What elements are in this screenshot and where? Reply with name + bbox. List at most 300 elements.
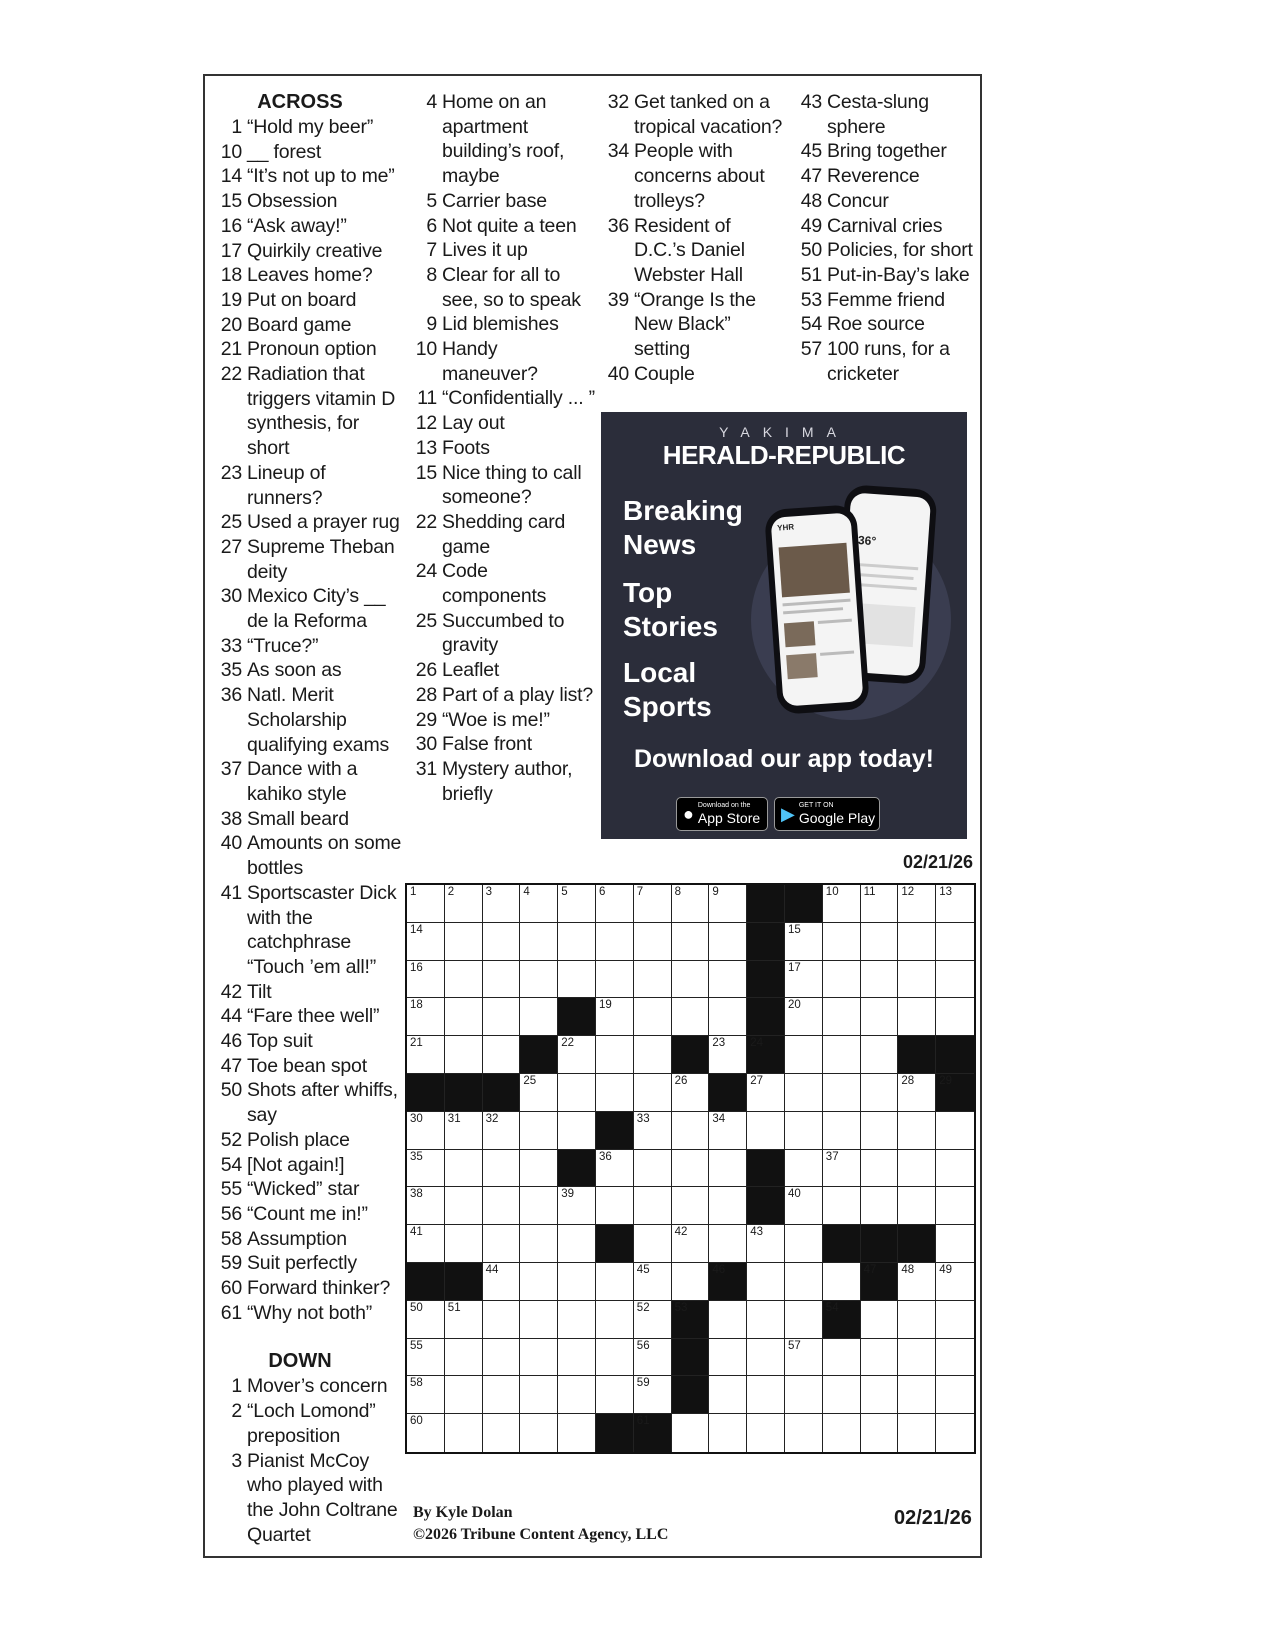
clue-text: “Ask away!” — [247, 214, 347, 237]
grid-cell[interactable] — [483, 1112, 521, 1150]
grid-cell[interactable] — [785, 923, 823, 961]
grid-cell[interactable] — [407, 1414, 445, 1452]
grid-cell[interactable] — [709, 1414, 747, 1452]
grid-cell[interactable] — [558, 1074, 596, 1112]
grid-cell[interactable] — [596, 1339, 634, 1377]
grid-cell[interactable] — [709, 1376, 747, 1414]
grid-cell[interactable] — [558, 885, 596, 923]
down-clue-24[interactable] — [410, 559, 595, 608]
grid-cell[interactable] — [596, 1074, 634, 1112]
grid-cell[interactable] — [785, 1112, 823, 1150]
grid-cell[interactable] — [898, 923, 936, 961]
grid-cell[interactable] — [747, 1263, 785, 1301]
grid-cell[interactable] — [520, 1376, 558, 1414]
black-square — [747, 1036, 785, 1074]
down-clue-2[interactable] — [215, 1399, 405, 1448]
grid-cell[interactable] — [596, 961, 634, 999]
grid-cell[interactable] — [558, 1301, 596, 1339]
down-clue-43[interactable] — [795, 90, 975, 139]
grid-cell[interactable] — [520, 1225, 558, 1263]
across-clue-1[interactable] — [215, 115, 405, 140]
across-clue-14[interactable] — [215, 164, 405, 189]
grid-cell[interactable] — [861, 1036, 899, 1074]
down-clue-28[interactable] — [410, 683, 595, 708]
grid-cell[interactable] — [823, 1187, 861, 1225]
grid-cell[interactable] — [672, 1225, 710, 1263]
grid-cell[interactable] — [445, 1376, 483, 1414]
grid-cell[interactable] — [823, 1376, 861, 1414]
down-clue-47[interactable] — [795, 164, 975, 189]
grid-cell[interactable] — [823, 998, 861, 1036]
grid-cell[interactable] — [785, 1150, 823, 1188]
down-clue-7[interactable] — [410, 238, 595, 263]
grid-cell[interactable] — [936, 1112, 974, 1150]
grid-cell[interactable] — [823, 1036, 861, 1074]
grid-cell[interactable] — [445, 998, 483, 1036]
grid-cell[interactable] — [672, 1074, 710, 1112]
grid-cell[interactable] — [407, 885, 445, 923]
grid-cell[interactable] — [558, 923, 596, 961]
across-clue-44[interactable] — [215, 1004, 405, 1029]
clue-text: People with concerns about trolleys? — [634, 140, 765, 212]
down-clue-15[interactable] — [410, 461, 595, 510]
across-clue-33[interactable] — [215, 634, 405, 659]
grid-cell[interactable] — [672, 1414, 710, 1452]
grid-cell[interactable] — [672, 961, 710, 999]
grid-cell[interactable] — [445, 1036, 483, 1074]
down-clue-34[interactable] — [602, 139, 787, 213]
grid-cell[interactable] — [596, 885, 634, 923]
grid-cell[interactable] — [520, 1263, 558, 1301]
grid-cell[interactable] — [445, 923, 483, 961]
grid-cell[interactable] — [558, 1414, 596, 1452]
across-clue-59[interactable] — [215, 1251, 405, 1276]
grid-cell[interactable] — [936, 1263, 974, 1301]
down-clue-1[interactable] — [215, 1374, 405, 1399]
grid-cell[interactable] — [483, 1150, 521, 1188]
grid-cell[interactable] — [445, 1112, 483, 1150]
cell-number: 17 — [788, 961, 801, 974]
grid-cell[interactable] — [558, 1263, 596, 1301]
grid-cell[interactable] — [596, 1376, 634, 1414]
grid-cell[interactable] — [709, 923, 747, 961]
grid-cell[interactable] — [445, 1150, 483, 1188]
grid-cell[interactable] — [823, 961, 861, 999]
black-square — [861, 1263, 899, 1301]
grid-cell[interactable] — [596, 1263, 634, 1301]
down-clue-36[interactable] — [602, 214, 787, 288]
grid-cell[interactable] — [861, 998, 899, 1036]
cell-number: 41 — [410, 1226, 423, 1239]
grid-cell[interactable] — [634, 998, 672, 1036]
grid-cell[interactable] — [483, 1225, 521, 1263]
grid-cell[interactable] — [861, 1150, 899, 1188]
grid-cell[interactable] — [785, 1187, 823, 1225]
grid-cell[interactable] — [709, 1036, 747, 1074]
across-clue-20[interactable] — [215, 313, 405, 338]
across-clue-55[interactable] — [215, 1177, 405, 1202]
grid-cell[interactable] — [520, 923, 558, 961]
app-store-button[interactable]: ● Download on the App Store — [676, 797, 768, 831]
grid-cell[interactable] — [520, 1339, 558, 1377]
down-clue-3[interactable] — [215, 1449, 405, 1548]
grid-cell[interactable] — [483, 1301, 521, 1339]
grid-cell[interactable] — [445, 1414, 483, 1452]
across-clue-35[interactable] — [215, 658, 405, 683]
clue-text: Part of a play list? — [442, 683, 593, 706]
grid-cell[interactable] — [672, 1263, 710, 1301]
grid-cell[interactable] — [936, 961, 974, 999]
grid-cell[interactable] — [936, 998, 974, 1036]
across-clue-37[interactable] — [215, 757, 405, 806]
grid-cell[interactable] — [861, 923, 899, 961]
across-clue-56[interactable] — [215, 1202, 405, 1227]
grid-cell[interactable] — [709, 1225, 747, 1263]
grid-cell[interactable] — [747, 1414, 785, 1452]
down-clue-40[interactable] — [602, 362, 787, 387]
down-clue-54[interactable] — [795, 312, 975, 337]
grid-cell[interactable] — [785, 1036, 823, 1074]
clue-number: 34 — [607, 140, 629, 163]
down-heading: DOWN — [268, 1350, 332, 1373]
across-clue-23[interactable] — [215, 461, 405, 510]
grid-cell[interactable] — [483, 1414, 521, 1452]
grid-cell[interactable] — [445, 961, 483, 999]
grid-cell[interactable] — [672, 1112, 710, 1150]
grid-cell[interactable] — [747, 1074, 785, 1112]
grid-cell[interactable] — [936, 1301, 974, 1339]
grid-cell[interactable] — [634, 1225, 672, 1263]
grid-cell[interactable] — [634, 923, 672, 961]
grid-cell[interactable] — [407, 1036, 445, 1074]
across-clue-50[interactable] — [215, 1078, 405, 1127]
grid-cell[interactable] — [785, 1263, 823, 1301]
grid-cell[interactable] — [785, 1414, 823, 1452]
grid-cell[interactable] — [861, 1414, 899, 1452]
grid-cell[interactable] — [634, 1376, 672, 1414]
grid-cell[interactable] — [407, 923, 445, 961]
grid-cell[interactable] — [709, 1339, 747, 1377]
grid-cell[interactable] — [936, 1339, 974, 1377]
grid-cell[interactable] — [936, 1150, 974, 1188]
grid-cell[interactable] — [634, 1150, 672, 1188]
down-clue-31[interactable] — [410, 757, 595, 806]
grid-cell[interactable] — [785, 1301, 823, 1339]
across-clue-40[interactable] — [215, 831, 405, 880]
grid-cell[interactable] — [558, 1339, 596, 1377]
clue-number: 35 — [220, 659, 242, 682]
down-clue-9[interactable] — [410, 312, 595, 337]
cell-number: 23 — [712, 1037, 726, 1050]
grid-cell[interactable] — [861, 1301, 899, 1339]
across-clue-22[interactable] — [215, 362, 405, 461]
crossword-grid[interactable] — [405, 883, 976, 1454]
down-clue-10[interactable] — [410, 337, 595, 386]
grid-cell[interactable] — [861, 1376, 899, 1414]
grid-cell[interactable] — [558, 1225, 596, 1263]
across-clue-17[interactable] — [215, 239, 405, 264]
down-clue-51[interactable] — [795, 263, 975, 288]
grid-cell[interactable] — [483, 1339, 521, 1377]
grid-cell[interactable] — [898, 998, 936, 1036]
clue-text: Pianist McCoy who played with the John Coltrane Quartet — [247, 1449, 398, 1546]
down-clue-50[interactable] — [795, 238, 975, 263]
across-clue-21[interactable] — [215, 337, 405, 362]
grid-cell[interactable] — [785, 1376, 823, 1414]
grid-cell[interactable] — [558, 1187, 596, 1225]
clue-number: 55 — [220, 1178, 242, 1201]
grid-cell[interactable] — [407, 961, 445, 999]
grid-cell[interactable] — [520, 885, 558, 923]
grid-cell[interactable] — [785, 1339, 823, 1377]
grid-cell[interactable] — [898, 1339, 936, 1377]
across-clue-54[interactable] — [215, 1153, 405, 1178]
grid-cell[interactable] — [747, 1376, 785, 1414]
grid-cell[interactable] — [898, 1074, 936, 1112]
grid-cell[interactable] — [520, 1301, 558, 1339]
grid-cell[interactable] — [747, 1301, 785, 1339]
grid-cell[interactable] — [483, 998, 521, 1036]
grid-cell[interactable] — [596, 1150, 634, 1188]
grid-cell[interactable] — [898, 1112, 936, 1150]
cell-number: 1 — [410, 886, 417, 898]
grid-cell[interactable] — [785, 1225, 823, 1263]
grid-cell[interactable] — [483, 1263, 521, 1301]
grid-cell[interactable] — [861, 1187, 899, 1225]
grid-cell[interactable] — [407, 998, 445, 1036]
grid-cell[interactable] — [747, 1112, 785, 1150]
clue-number: 40 — [220, 832, 242, 855]
grid-cell[interactable] — [483, 885, 521, 923]
cell-number: 49 — [939, 1264, 952, 1276]
clue-number: 23 — [220, 461, 242, 484]
grid-cell[interactable] — [558, 961, 596, 999]
grid-cell[interactable] — [823, 1263, 861, 1301]
grid-cell[interactable] — [596, 998, 634, 1036]
across-clue-41[interactable] — [215, 881, 405, 980]
grid-cell[interactable] — [596, 1036, 634, 1074]
ad-feature-top: Top Stories — [623, 577, 718, 642]
cell-number: 16 — [410, 961, 423, 974]
cell-number: 24 — [750, 1037, 763, 1050]
grid-cell[interactable] — [407, 1339, 445, 1377]
grid-cell[interactable] — [785, 998, 823, 1036]
grid-cell[interactable] — [672, 998, 710, 1036]
across-clue-61[interactable] — [215, 1301, 405, 1326]
grid-cell[interactable] — [483, 1187, 521, 1225]
black-square — [747, 1187, 785, 1225]
across-clue-60[interactable] — [215, 1276, 405, 1301]
grid-cell[interactable] — [520, 1112, 558, 1150]
across-clue-18[interactable] — [215, 263, 405, 288]
grid-cell[interactable] — [747, 1225, 785, 1263]
grid-cell[interactable] — [672, 923, 710, 961]
grid-cell[interactable] — [898, 1301, 936, 1339]
grid-cell[interactable] — [861, 1074, 899, 1112]
down-clue-53[interactable] — [795, 288, 975, 313]
grid-cell[interactable] — [520, 1150, 558, 1188]
grid-cell[interactable] — [596, 1187, 634, 1225]
grid-cell[interactable] — [823, 1150, 861, 1188]
down-clue-49[interactable] — [795, 214, 975, 239]
grid-cell[interactable] — [936, 1376, 974, 1414]
grid-cell[interactable] — [823, 1074, 861, 1112]
grid-cell[interactable] — [634, 1301, 672, 1339]
grid-cell[interactable] — [634, 961, 672, 999]
grid-cell[interactable] — [407, 1376, 445, 1414]
down-clue-30[interactable] — [410, 732, 595, 757]
down-clue-45[interactable] — [795, 139, 975, 164]
grid-cell[interactable] — [520, 998, 558, 1036]
clue-number: 21 — [220, 338, 242, 361]
grid-cell[interactable] — [445, 1187, 483, 1225]
grid-cell[interactable] — [823, 1414, 861, 1452]
clue-text: Leaves home? — [247, 264, 373, 287]
down-clue-57[interactable] — [795, 337, 975, 386]
down-clue-29[interactable] — [410, 708, 595, 733]
down-clue-4[interactable] — [410, 90, 595, 189]
grid-cell[interactable] — [634, 1112, 672, 1150]
grid-cell[interactable] — [898, 885, 936, 923]
grid-cell[interactable] — [445, 1225, 483, 1263]
grid-cell[interactable] — [785, 1074, 823, 1112]
grid-cell[interactable] — [747, 1339, 785, 1377]
grid-cell[interactable] — [407, 1225, 445, 1263]
grid-cell[interactable] — [861, 961, 899, 999]
grid-cell[interactable] — [483, 923, 521, 961]
grid-cell[interactable] — [558, 1036, 596, 1074]
down-clue-48[interactable] — [795, 189, 975, 214]
grid-cell[interactable] — [445, 885, 483, 923]
grid-cell[interactable] — [634, 1263, 672, 1301]
clue-text: __ forest — [247, 140, 322, 163]
grid-cell[interactable] — [445, 1339, 483, 1377]
grid-cell[interactable] — [558, 1376, 596, 1414]
clue-number: 28 — [415, 683, 437, 706]
grid-cell[interactable] — [898, 1150, 936, 1188]
grid-cell[interactable] — [407, 1187, 445, 1225]
grid-cell[interactable] — [936, 1187, 974, 1225]
grid-cell[interactable] — [709, 885, 747, 923]
grid-cell[interactable] — [709, 961, 747, 999]
grid-cell[interactable] — [596, 923, 634, 961]
grid-cell[interactable] — [634, 885, 672, 923]
across-clue-16[interactable] — [215, 214, 405, 239]
grid-cell[interactable] — [823, 885, 861, 923]
down-clue-6[interactable] — [410, 214, 595, 239]
across-clue-30[interactable] — [215, 584, 405, 633]
grid-cell[interactable] — [861, 1112, 899, 1150]
grid-cell[interactable] — [823, 923, 861, 961]
grid-cell[interactable] — [936, 1414, 974, 1452]
down-clue-5[interactable] — [410, 189, 595, 214]
grid-cell[interactable] — [672, 885, 710, 923]
grid-cell[interactable] — [861, 1339, 899, 1377]
grid-cell[interactable] — [407, 1301, 445, 1339]
down-clue-12[interactable] — [410, 411, 595, 436]
grid-cell[interactable] — [861, 885, 899, 923]
grid-cell[interactable] — [898, 1376, 936, 1414]
clue-text: Small beard — [247, 807, 349, 830]
clue-text: Not quite a teen — [442, 214, 577, 237]
grid-cell[interactable] — [596, 1301, 634, 1339]
clue-number: 40 — [607, 362, 629, 385]
grid-cell[interactable] — [898, 1263, 936, 1301]
clue-number: 47 — [800, 165, 822, 188]
grid-cell[interactable] — [483, 961, 521, 999]
down-clue-32[interactable] — [602, 90, 787, 139]
across-clue-46[interactable] — [215, 1029, 405, 1054]
across-clue-58[interactable] — [215, 1227, 405, 1252]
grid-cell[interactable] — [520, 1074, 558, 1112]
grid-cell[interactable] — [709, 1150, 747, 1188]
grid-cell[interactable] — [634, 1187, 672, 1225]
grid-cell[interactable] — [823, 1339, 861, 1377]
down-clue-13[interactable] — [410, 436, 595, 461]
grid-cell[interactable] — [520, 961, 558, 999]
grid-cell[interactable] — [634, 1339, 672, 1377]
clue-text: Bring together — [827, 140, 947, 163]
grid-cell[interactable] — [709, 1112, 747, 1150]
grid-cell[interactable] — [520, 1414, 558, 1452]
cell-number: 52 — [636, 1301, 650, 1314]
across-clue-19[interactable] — [215, 288, 405, 313]
across-clue-27[interactable] — [215, 535, 405, 584]
across-clue-10[interactable] — [215, 140, 405, 165]
down-clue-26[interactable] — [410, 658, 595, 683]
grid-cell[interactable] — [672, 1150, 710, 1188]
grid-cell[interactable] — [898, 961, 936, 999]
clue-number: 22 — [220, 363, 242, 386]
grid-cell[interactable] — [898, 1414, 936, 1452]
grid-cell[interactable] — [898, 1187, 936, 1225]
across-clue-36[interactable] — [215, 683, 405, 757]
across-clue-47[interactable] — [215, 1054, 405, 1079]
grid-cell[interactable] — [445, 1301, 483, 1339]
grid-cell[interactable] — [709, 1187, 747, 1225]
across-clue-52[interactable] — [215, 1128, 405, 1153]
grid-cell[interactable] — [407, 1150, 445, 1188]
down-clue-8[interactable] — [410, 263, 595, 312]
grid-cell[interactable] — [634, 1036, 672, 1074]
grid-cell[interactable] — [709, 1301, 747, 1339]
grid-cell[interactable] — [823, 1112, 861, 1150]
grid-cell[interactable] — [483, 1376, 521, 1414]
grid-cell[interactable] — [709, 998, 747, 1036]
grid-cell[interactable] — [785, 961, 823, 999]
down-clue-22[interactable] — [410, 510, 595, 559]
herald-republic-app-ad[interactable] — [601, 412, 967, 839]
across-clue-42[interactable] — [215, 980, 405, 1005]
down-clue-25[interactable] — [410, 609, 595, 658]
across-clue-38[interactable] — [215, 807, 405, 832]
google-play-button[interactable]: ▶ GET IT ON Google Play — [774, 797, 880, 831]
grid-cell[interactable] — [483, 1036, 521, 1074]
grid-cell[interactable] — [672, 1187, 710, 1225]
grid-cell[interactable] — [558, 1112, 596, 1150]
clue-text: Pronoun option — [247, 338, 377, 361]
down-clue-11[interactable] — [410, 386, 595, 411]
grid-cell[interactable] — [936, 885, 974, 923]
across-clue-15[interactable] — [215, 189, 405, 214]
grid-cell[interactable] — [634, 1074, 672, 1112]
grid-cell[interactable] — [407, 1112, 445, 1150]
across-clue-25[interactable] — [215, 510, 405, 535]
down-clue-39[interactable] — [602, 288, 787, 362]
grid-cell[interactable] — [936, 923, 974, 961]
grid-cell[interactable] — [936, 1225, 974, 1263]
grid-cell[interactable] — [520, 1187, 558, 1225]
